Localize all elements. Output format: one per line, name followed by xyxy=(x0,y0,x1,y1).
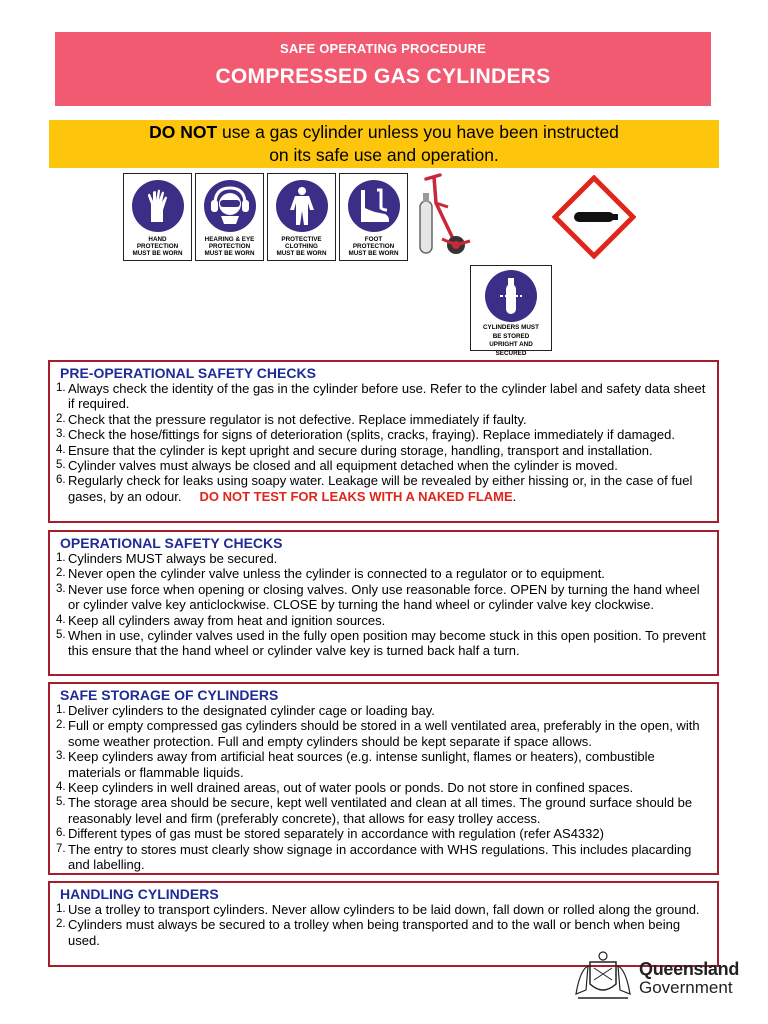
pre-operational-checks-section xyxy=(48,360,719,523)
list-item: 1. Deliver cylinders to the designated cylinder cage or loading bay. xyxy=(56,703,435,718)
list-item: 2. Check that the pressure regulator is not defective. Replace immediately if faulty. xyxy=(56,411,527,427)
hearing-eye-protection-sign xyxy=(195,173,264,261)
list-item: 5. Cylinder valves must always be closed and all equipment detached when the cylinder is moved. xyxy=(56,458,618,474)
warning-line2: on its safe use and operation. xyxy=(269,145,499,165)
queensland-government-logo xyxy=(572,950,752,1002)
list-item: 5. When in use, cylinder valves used in the fully open position may become stuck in this open position. To prevent this ensure that the hand wheel or cylinder valve key is turned back half a turn. xyxy=(56,628,706,659)
warning-line1: use a gas cylinder unless you have been instructed xyxy=(217,122,619,142)
compressed-gas-hazard-icon xyxy=(552,175,636,259)
sign-label: CYLINDERS MUST BE STORED UPRIGHT AND SECURED xyxy=(483,324,539,357)
list-item: 2. Never open the cylinder valve unless the cylinder is connected to a regulator or to equipment. xyxy=(56,566,605,582)
coat-of-arms-icon xyxy=(572,950,634,1002)
document-subtitle: SAFE OPERATING PROCEDURE xyxy=(279,41,487,56)
list-item: 2. Full or empty compressed gas cylinders should be stored in a well ventilated area, preferably in the open, with some weather protection. Full and empty cylinders should be kept separate if space allows. xyxy=(56,718,700,749)
naked-flame-warning: DO NOT TEST FOR LEAKS WITH A NAKED FLAME xyxy=(199,488,513,504)
header-banner xyxy=(55,32,711,106)
instruction-warning xyxy=(49,120,719,168)
sign-label: HEARING & EYE PROTECTION MUST BE WORN xyxy=(204,236,255,257)
list-item: 6. Different types of gas must be stored separately in accordance with regulation (refer AS4332) xyxy=(56,826,604,842)
list-item: 1. Always check the identity of the gas in the cylinder before use. Refer to the cylinder label and safety data sheet if required. xyxy=(56,381,706,412)
warning-emphasis: DO NOT xyxy=(149,122,218,142)
list-item: 4. Keep cylinders in well drained areas, out of water pools or ponds. Do not store in confined spaces. xyxy=(56,780,634,796)
list-item: 3. Never use force when opening or closing valves. Only use reasonable force. OPEN by turning the hand wheel or cylinder valve key anticlockwise. CLOSE by turning the hand wheel or cylinder valve key clockwise. xyxy=(56,581,700,613)
sign-label: HAND PROTECTION MUST BE WORN xyxy=(132,236,183,257)
logo-line-2: Government xyxy=(639,978,733,997)
protective-clothing-sign xyxy=(267,173,336,261)
list-item: 1. Use a trolley to transport cylinders. Never allow cylinders to be laid down, fall down or rolled along the ground. xyxy=(56,902,700,917)
chained-cylinder-icon xyxy=(485,270,537,322)
protective-clothing-icon xyxy=(276,180,328,232)
sign-label: PROTECTIVE CLOTHING MUST BE WORN xyxy=(276,236,327,257)
cylinders-stored-upright-sign xyxy=(470,265,552,357)
glove-icon xyxy=(132,180,184,232)
list-item: 5. The storage area should be secure, kept well ventilated and clean at all times. The ground surface should be reasonably level and firm (preferably concrete), that allows for easy trolley access. xyxy=(56,795,693,826)
section-title: SAFE STORAGE OF CYLINDERS xyxy=(60,687,279,703)
section-title: HANDLING CYLINDERS xyxy=(60,886,219,902)
section-title: PRE-OPERATIONAL SAFETY CHECKS xyxy=(60,365,316,381)
list-item: 4. Keep all cylinders away from heat and ignition sources. xyxy=(56,612,386,628)
cylinder-trolley-icon xyxy=(412,173,474,261)
document-title: COMPRESSED GAS CYLINDERS xyxy=(215,65,551,88)
sign-label: FOOT PROTECTION MUST BE WORN xyxy=(348,236,399,257)
ear-eye-protection-icon xyxy=(204,180,256,232)
section-title: OPERATIONAL SAFETY CHECKS xyxy=(60,535,283,551)
safe-storage-section xyxy=(48,682,719,875)
logo-line-1: Queensland xyxy=(639,959,740,979)
list-item: 6. Regularly check for leaks using soapy water. Leakage will be revealed by either hissing or, in the case of fuel gases, by an odour. DO NOT TEST FOR LEAKS WITH A NAKED FLAME. xyxy=(56,473,693,504)
operational-checks-section xyxy=(48,530,719,676)
list-item: 7. The entry to stores must clearly show signage in accordance with WHS regulations. This includes placarding and labelling. xyxy=(56,841,692,873)
boot-icon xyxy=(348,180,400,232)
list-item: 3. Keep cylinders away from artificial heat sources (e.g. intense sunlight, flames or heaters), combustible materials or flammable liquids. xyxy=(56,749,655,780)
list-item: 4. Ensure that the cylinder is kept upright and secure during storage, handling, transport and installation. xyxy=(56,442,653,458)
list-item: 2. Cylinders must always be secured to a trolley when being transported and to the wall or bench when being used. xyxy=(56,917,681,948)
list-item: 3. Check the hose/fittings for signs of deterioration (splits, cracks, fraying). Replace immediately if damaged. xyxy=(56,427,675,443)
foot-protection-sign xyxy=(339,173,408,261)
hand-protection-sign xyxy=(123,173,192,261)
list-item: 1. Cylinders MUST always be secured. xyxy=(56,551,278,566)
